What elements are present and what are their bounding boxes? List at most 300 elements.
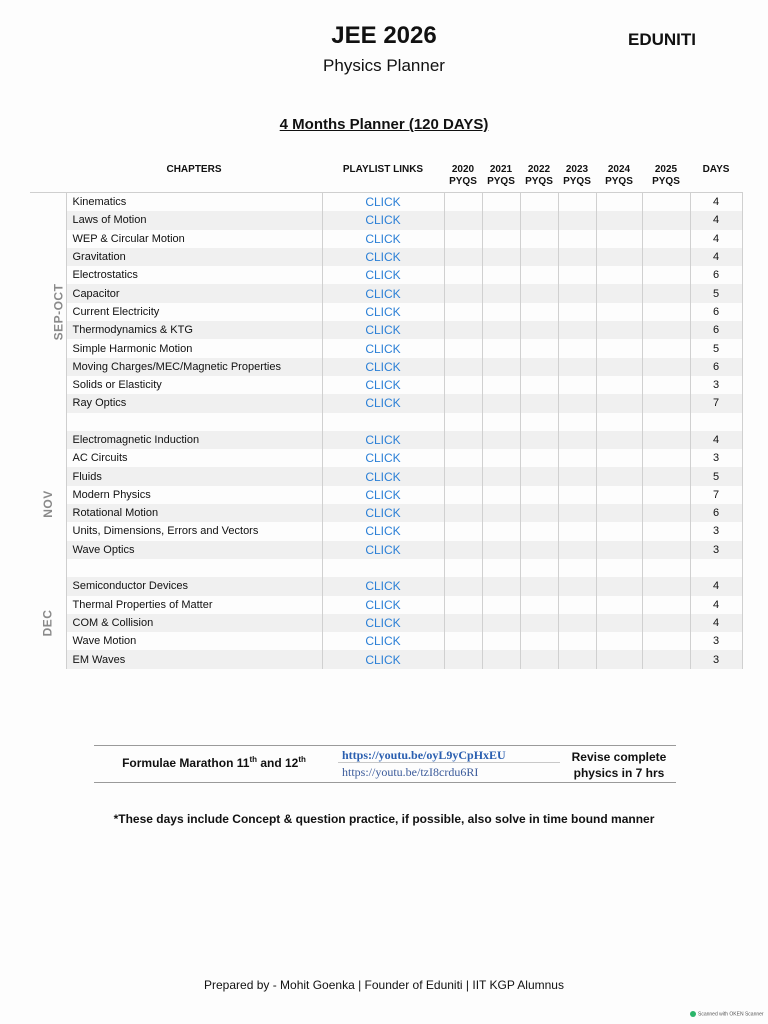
year-column-header [596,162,642,193]
pyq-checkbox-cell [596,248,642,266]
month-label: DEC [40,609,55,637]
pyq-checkbox-cell [482,211,520,229]
playlist-link[interactable]: CLICK [322,541,444,559]
table-row [30,266,742,284]
pyq-checkbox-cell [482,413,520,431]
table-row [30,650,742,668]
pyq-checkbox-cell [596,486,642,504]
spacer-row [30,559,742,577]
table-row [30,541,742,559]
marathon-label-mid: and 12 [257,756,299,770]
pyq-checkbox-cell [642,449,690,467]
playlist-link[interactable]: CLICK [322,522,444,540]
pyq-checkbox-cell [520,284,558,302]
table-row [30,596,742,614]
pyqs-label: PYQS [487,176,515,187]
playlist-link[interactable]: CLICK [322,321,444,339]
pyq-checkbox-cell [642,577,690,595]
pyq-checkbox-cell [482,358,520,376]
planner-table-body [30,193,742,669]
table-row [30,614,742,632]
pyq-checkbox-cell [642,394,690,412]
days-count: 5 [690,467,742,485]
pyq-checkbox-cell [642,559,690,577]
pyq-checkbox-cell [520,376,558,394]
pyq-checkbox-cell [558,632,596,650]
pyq-checkbox-cell [642,248,690,266]
pyq-checkbox-cell [520,650,558,668]
marathon-link-1[interactable]: https://youtu.be/oyL9yCpHxEU [342,748,506,762]
chapter-name: Fluids [66,467,322,485]
brand-name: EDUNITI [628,30,696,49]
pyq-checkbox-cell [520,321,558,339]
pyq-checkbox-cell [596,193,642,212]
days-count: 7 [690,486,742,504]
chapter-name: Current Electricity [66,303,322,321]
table-header-row [30,162,742,193]
pyq-checkbox-cell [596,522,642,540]
pyq-checkbox-cell [444,431,482,449]
pyq-checkbox-cell [520,467,558,485]
pyq-checkbox-cell [596,632,642,650]
month-label-cell [30,193,66,431]
chapter-name [66,559,322,577]
chapter-name: Kinematics [66,193,322,212]
chapter-name: Simple Harmonic Motion [66,339,322,357]
pyq-checkbox-cell [558,394,596,412]
marathon-sup-2: th [298,755,306,764]
page-title: JEE 2026 [331,22,437,49]
pyq-checkbox-cell [482,541,520,559]
pyq-checkbox-cell [444,650,482,668]
chapter-name: Semiconductor Devices [66,577,322,595]
pyq-checkbox-cell [642,358,690,376]
days-count: 4 [690,230,742,248]
days-count: 3 [690,449,742,467]
pyqs-label: PYQS [605,176,633,187]
playlist-link[interactable]: CLICK [322,596,444,614]
pyq-checkbox-cell [444,596,482,614]
playlist-link[interactable]: CLICK [322,193,444,212]
pyq-checkbox-cell [482,266,520,284]
chapter-name [66,413,322,431]
chapter-name: Units, Dimensions, Errors and Vectors [66,522,322,540]
pyq-checkbox-cell [558,358,596,376]
footnote: *These days include Concept & question practice, if possible, also solve in time bound manner [113,812,655,826]
playlist-link[interactable]: CLICK [322,577,444,595]
chapter-name: Modern Physics [66,486,322,504]
pyq-checkbox-cell [520,413,558,431]
pyq-checkbox-cell [482,577,520,595]
month-label: SEP-OCT [51,283,66,341]
playlist-link[interactable]: CLICK [322,431,444,449]
pyq-checkbox-cell [642,303,690,321]
pyq-checkbox-cell [558,650,596,668]
pyq-checkbox-cell [642,541,690,559]
pyq-checkbox-cell [558,248,596,266]
table-row [30,577,742,595]
days-count: 4 [690,248,742,266]
pyq-checkbox-cell [444,504,482,522]
chapter-name: Gravitation [66,248,322,266]
pyq-checkbox-cell [596,431,642,449]
pyq-checkbox-cell [596,650,642,668]
days-count: 3 [690,541,742,559]
links-column-header: PLAYLIST LINKS [322,162,444,193]
marathon-label [94,755,334,770]
pyq-checkbox-cell [596,394,642,412]
pyq-checkbox-cell [558,266,596,284]
pyq-checkbox-cell [642,284,690,302]
pyq-checkbox-cell [558,303,596,321]
month-label-cell [30,431,66,577]
pyq-checkbox-cell [596,577,642,595]
pyq-checkbox-cell [558,339,596,357]
pyq-checkbox-cell [482,449,520,467]
pyq-checkbox-cell [520,504,558,522]
pyq-checkbox-cell [642,632,690,650]
pyq-checkbox-cell [444,284,482,302]
pyq-checkbox-cell [482,230,520,248]
pyq-checkbox-cell [642,413,690,431]
days-count: 4 [690,596,742,614]
chapter-name: Wave Motion [66,632,322,650]
playlist-link[interactable]: CLICK [322,211,444,229]
playlist-link[interactable]: CLICK [322,358,444,376]
pyq-checkbox-cell [482,596,520,614]
days-count: 6 [690,504,742,522]
pyq-checkbox-cell [558,596,596,614]
pyqs-label: PYQS [525,176,553,187]
pyq-checkbox-cell [642,321,690,339]
pyq-checkbox-cell [596,413,642,431]
pyq-checkbox-cell [482,431,520,449]
playlist-link[interactable]: CLICK [322,449,444,467]
chapter-name: Capacitor [66,284,322,302]
marathon-link-2[interactable]: https://youtu.be/tzI8crdu6RI [342,765,479,779]
pyq-checkbox-cell [558,577,596,595]
pyq-checkbox-cell [444,413,482,431]
planner-heading: 4 Months Planner (120 DAYS) [279,116,489,133]
table-row [30,431,742,449]
pyq-checkbox-cell [520,358,558,376]
pyq-checkbox-cell [642,431,690,449]
pyq-checkbox-cell [558,486,596,504]
pyq-checkbox-cell [520,211,558,229]
playlist-link[interactable]: CLICK [322,614,444,632]
chapter-name: WEP & Circular Motion [66,230,322,248]
pyq-checkbox-cell [482,321,520,339]
pyq-checkbox-cell [520,614,558,632]
pyq-checkbox-cell [444,193,482,212]
month-label: NOV [40,490,55,518]
table-row [30,467,742,485]
playlist-link[interactable]: CLICK [322,394,444,412]
table-row [30,449,742,467]
pyq-checkbox-cell [520,230,558,248]
pyq-checkbox-cell [444,632,482,650]
pyq-checkbox-cell [596,449,642,467]
pyq-checkbox-cell [520,431,558,449]
scanner-watermark [690,1011,764,1017]
pyq-checkbox-cell [482,284,520,302]
pyq-checkbox-cell [520,596,558,614]
pyq-checkbox-cell [558,449,596,467]
days-count: 6 [690,321,742,339]
pyq-checkbox-cell [444,467,482,485]
pyq-checkbox-cell [482,650,520,668]
year-label: 2025 [654,164,678,175]
pyq-checkbox-cell [642,339,690,357]
pyq-checkbox-cell [482,394,520,412]
table-row [30,211,742,229]
pyq-checkbox-cell [444,486,482,504]
table-row [30,284,742,302]
link-divider [338,762,560,763]
pyq-checkbox-cell [642,614,690,632]
playlist-link[interactable]: CLICK [322,486,444,504]
pyq-checkbox-cell [642,193,690,212]
days-count [690,559,742,577]
pyq-checkbox-cell [520,522,558,540]
pyq-checkbox-cell [444,376,482,394]
pyq-checkbox-cell [558,284,596,302]
pyq-checkbox-cell [482,614,520,632]
pyq-checkbox-cell [596,211,642,229]
pyq-checkbox-cell [520,486,558,504]
chapter-name: Thermodynamics & KTG [66,321,322,339]
pyq-checkbox-cell [520,303,558,321]
pyq-checkbox-cell [482,193,520,212]
playlist-link[interactable]: CLICK [322,248,444,266]
pyq-checkbox-cell [444,559,482,577]
playlist-link [322,559,444,577]
pyq-checkbox-cell [520,577,558,595]
pyq-checkbox-cell [642,376,690,394]
days-count: 6 [690,266,742,284]
year-column-header [520,162,558,193]
pyq-checkbox-cell [482,559,520,577]
days-count: 5 [690,339,742,357]
playlist-link[interactable]: CLICK [322,230,444,248]
days-count: 4 [690,211,742,229]
table-row [30,303,742,321]
pyq-checkbox-cell [558,559,596,577]
pyq-checkbox-cell [444,303,482,321]
pyq-checkbox-cell [444,248,482,266]
table-row [30,358,742,376]
pyq-checkbox-cell [642,211,690,229]
days-count: 4 [690,431,742,449]
pyq-checkbox-cell [642,504,690,522]
pyq-checkbox-cell [558,614,596,632]
year-column-header [444,162,482,193]
year-column-header [482,162,520,193]
table-row [30,230,742,248]
pyq-checkbox-cell [520,193,558,212]
playlist-link[interactable]: CLICK [322,467,444,485]
pyq-checkbox-cell [558,413,596,431]
chapter-name: Solids or Elasticity [66,376,322,394]
pyq-checkbox-cell [558,230,596,248]
table-row [30,504,742,522]
pyq-checkbox-cell [642,596,690,614]
playlist-link[interactable]: CLICK [322,376,444,394]
pyq-checkbox-cell [596,284,642,302]
pyq-checkbox-cell [558,211,596,229]
days-count: 3 [690,522,742,540]
table-row [30,339,742,357]
pyq-checkbox-cell [596,339,642,357]
playlist-link[interactable]: CLICK [322,339,444,357]
scanner-text: Scanned with OKEN Scanner [698,1011,764,1018]
pyq-checkbox-cell [596,230,642,248]
pyq-checkbox-cell [558,431,596,449]
pyq-checkbox-cell [558,193,596,212]
chapter-name: COM & Collision [66,614,322,632]
pyq-checkbox-cell [596,303,642,321]
year-label: 2020 [451,164,475,175]
pyq-checkbox-cell [558,541,596,559]
marathon-note: Revise complete physics in 7 hrs [571,750,667,780]
pyq-checkbox-cell [596,358,642,376]
days-count: 4 [690,577,742,595]
pyq-checkbox-cell [520,449,558,467]
marathon-label-prefix: Formulae Marathon 11 [122,756,250,770]
pyq-checkbox-cell [482,376,520,394]
planner-table-container [30,162,742,669]
year-label: 2022 [527,164,551,175]
pyq-checkbox-cell [444,522,482,540]
pyq-checkbox-cell [642,486,690,504]
year-label: 2023 [565,164,589,175]
playlist-link[interactable]: CLICK [322,303,444,321]
days-column-header: DAYS [690,162,742,193]
pyq-checkbox-cell [558,522,596,540]
month-label-cell [30,577,66,668]
chapter-name: Laws of Motion [66,211,322,229]
year-label: 2024 [607,164,631,175]
scanner-logo-icon [690,1011,696,1017]
pyq-checkbox-cell [444,577,482,595]
pyq-checkbox-cell [520,248,558,266]
playlist-link[interactable]: CLICK [322,266,444,284]
table-row [30,248,742,266]
pyq-checkbox-cell [596,321,642,339]
chapter-name: Electromagnetic Induction [66,431,322,449]
days-count: 4 [690,193,742,212]
formulae-marathon-box [94,745,676,783]
pyq-checkbox-cell [444,614,482,632]
year-label: 2021 [489,164,513,175]
chapter-name: Ray Optics [66,394,322,412]
pyq-checkbox-cell [444,211,482,229]
table-row [30,632,742,650]
pyqs-label: PYQS [652,176,680,187]
chapter-name: Electrostatics [66,266,322,284]
spacer-row [30,413,742,431]
pyq-checkbox-cell [642,230,690,248]
page-subtitle: Physics Planner [323,56,445,75]
chapter-name: EM Waves [66,650,322,668]
pyq-checkbox-cell [520,339,558,357]
pyq-checkbox-cell [642,522,690,540]
pyq-checkbox-cell [596,596,642,614]
pyq-checkbox-cell [642,467,690,485]
pyq-checkbox-cell [482,339,520,357]
chapter-name: Moving Charges/MEC/Magnetic Properties [66,358,322,376]
year-column-header [642,162,690,193]
pyq-checkbox-cell [558,504,596,522]
playlist-link[interactable]: CLICK [322,650,444,668]
pyq-checkbox-cell [444,230,482,248]
pyq-checkbox-cell [444,541,482,559]
pyq-checkbox-cell [444,449,482,467]
credits-line: Prepared by - Mohit Goenka | Founder of Eduniti | IIT KGP Alumnus [204,978,564,992]
pyq-checkbox-cell [596,467,642,485]
pyq-checkbox-cell [558,321,596,339]
pyq-checkbox-cell [482,303,520,321]
pyq-checkbox-cell [596,266,642,284]
pyq-checkbox-cell [596,614,642,632]
playlist-link[interactable]: CLICK [322,504,444,522]
pyq-checkbox-cell [444,339,482,357]
pyq-checkbox-cell [444,321,482,339]
year-column-header [558,162,596,193]
table-row [30,321,742,339]
pyq-checkbox-cell [642,266,690,284]
pyq-checkbox-cell [520,559,558,577]
pyqs-label: PYQS [449,176,477,187]
playlist-link[interactable]: CLICK [322,284,444,302]
pyq-checkbox-cell [444,266,482,284]
pyq-checkbox-cell [596,504,642,522]
table-row [30,394,742,412]
days-count: 6 [690,358,742,376]
playlist-link[interactable]: CLICK [322,632,444,650]
playlist-link [322,413,444,431]
days-count: 3 [690,632,742,650]
pyq-checkbox-cell [520,266,558,284]
chapter-name: Thermal Properties of Matter [66,596,322,614]
days-count: 5 [690,284,742,302]
planner-table [30,162,743,669]
pyq-checkbox-cell [642,650,690,668]
table-row [30,522,742,540]
pyq-checkbox-cell [596,559,642,577]
pyq-checkbox-cell [520,394,558,412]
days-count: 4 [690,614,742,632]
pyq-checkbox-cell [482,248,520,266]
table-row [30,193,742,212]
days-count: 3 [690,376,742,394]
marathon-sup-1: th [249,755,257,764]
pyq-checkbox-cell [558,376,596,394]
days-count: 3 [690,650,742,668]
chapter-name: Wave Optics [66,541,322,559]
days-count [690,413,742,431]
pyqs-label: PYQS [563,176,591,187]
pyq-checkbox-cell [482,486,520,504]
pyq-checkbox-cell [482,522,520,540]
table-row [30,486,742,504]
pyq-checkbox-cell [444,394,482,412]
table-row [30,376,742,394]
pyq-checkbox-cell [520,632,558,650]
pyq-checkbox-cell [482,504,520,522]
pyq-checkbox-cell [520,541,558,559]
pyq-checkbox-cell [482,632,520,650]
